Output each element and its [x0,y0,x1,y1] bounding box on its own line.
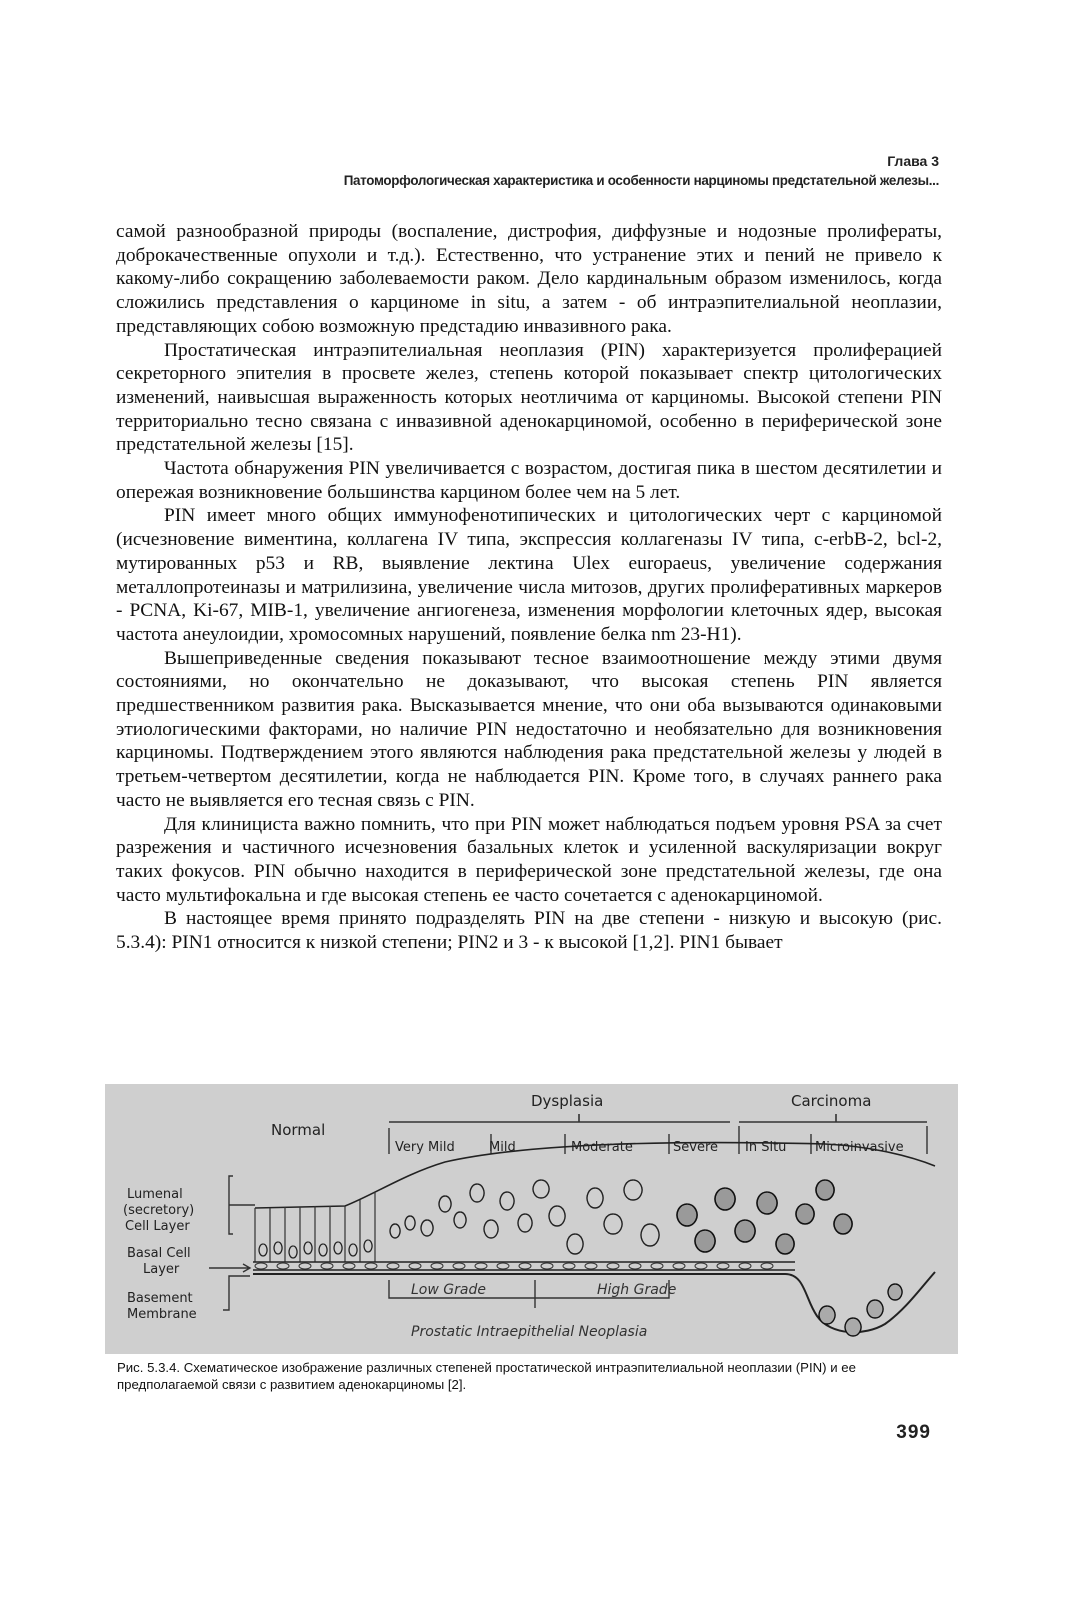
label-lumenal-2: (secretory) [123,1203,195,1218]
running-head [139,152,939,190]
label-severe: Severe [673,1140,718,1155]
label-normal: Normal [271,1121,326,1139]
chapter-title: Патоморфологическая характеристика и особенности нарциномы предстательной железы... [343,173,939,188]
label-basement-2: Membrane [127,1307,197,1322]
paragraph-7: В настоящее время принято подразделять PIN на две степени - низкую и высокую (рис. 5.3.4): PIN1 относится к низкой степени; PIN2 и 3 - к высокой [1,2]. PIN1 бывает [116,908,942,954]
label-carcinoma: Carcinoma [791,1092,872,1110]
label-lumenal-3: Cell Layer [125,1219,190,1234]
paragraph-3: Частота обнаружения PIN увеличивается с возрастом, достигая пика в шестом десятилетии и опережая возникновение большинства карцином более чем на 5 лет. [116,458,942,503]
basement-pointer [223,1276,250,1310]
paragraph-2: Простатическая интраэпителиальная неоплазия (PIN) характеризуется пролиферацией секреторного эпителия в просвете желез, степень которой показывает спектр цитологических изменений, наивысшая выраженность которых неотличима от карциномы. Высокой степени PIN территориально тесно связана с инвазивной аденокарциномой, особенно в периферической зоне предстательной железы [15]. [116,339,942,456]
pin-schematic-figure [105,1084,958,1354]
chapter-label: Глава 3 [887,153,939,169]
label-low-grade: Low Grade [411,1282,486,1298]
label-basal-1: Basal Cell [127,1246,191,1261]
label-mild: Mild [489,1140,516,1155]
dysplastic-nuclei [390,1180,659,1254]
label-very-mild: Very Mild [395,1140,455,1155]
label-basement-1: Basement [127,1291,193,1306]
paragraph-4: PIN имеет много общих иммунофенотипических и цитологических черт с карциномой (исчезновение виментина, коллагена IV типа, экспрессия коллагеназы IV типа, c-erbB-2, bcl-2, мутированных p53 и RB, выявление лектина Ulex europaeus, увеличение содержания металлопротеиназы и матрилизина, увеличение числа митозов, других пролиферативных маркеров - PCNA, Ki-67, MIB-1, увеличение ангиогенеза, изменения морфологии клеточных ядер, высокая частота анеулоидии, хромосомных нарушений, появление белка nm 23-H1). [116,505,942,645]
label-microinvasive: Microinvasive [815,1140,904,1155]
label-moderate: Moderate [571,1140,633,1155]
lumenal-bracket [229,1176,255,1234]
body-text [116,220,942,955]
pin-schematic-drawing [105,1084,958,1354]
paragraph-6: Для клинициста важно помнить, что при PIN может наблюдаться подъем уровня PSA за счет разрежения и частичного исчезновения базальных клеток и усиленной васкуляризации вокруг таких фокусов. PIN обычно находится в периферической зоне предстательной железы, где она часто мультифокальна и где высокая степень ее часто сочетается с аденокарциномой. [116,813,942,906]
label-high-grade: High Grade [597,1282,677,1298]
label-basal-2: Layer [143,1262,180,1277]
label-dysplasia: Dysplasia [531,1092,604,1110]
label-lumenal-1: Lumenal [127,1187,183,1202]
label-in-situ: In Situ [745,1140,787,1155]
page-number: 399 [896,1422,931,1443]
figure-caption: Рис. 5.3.4. Схематическое изображение различных степеней простатической интраэпителиальной неоплазии (PIN) и ее предполагаемой связи с развитием аденокарциномы [2]. [117,1360,856,1392]
paragraph-1: самой разнообразной природы (воспаление, дистрофия, диффузные и нодозные пролифераты, доброкачественные опухоли и т.д.). Естественно, что устранение этих и пений не привело к какому-либо сокращению заболеваемости раком. Дело кардинальным образом изменилось, когда сложились представления о карциноме in situ, а затем - об интраэпителиальной неоплазии, представляющих собою возможную предстадию инвазивного рака. [116,221,942,337]
dysplasia-bracket [389,1114,730,1122]
basal-pointer [209,1264,250,1272]
label-pin: Prostatic Intraepithelial Neoplasia [411,1324,648,1340]
carcinoma-nuclei [677,1180,852,1254]
basal-cells [255,1263,773,1269]
carcinoma-bracket [739,1114,927,1122]
paragraph-5: Вышеприведенные сведения показывают тесное взаимоотношение между этими двумя состояниями, но окончательно не доказывают, что высокая степень PIN является предшественником развития рака. Высказывается мнение, что они оба вызываются одинаковыми этиологическими факторами, но наличие PIN недостаточно и необязательно для возникновения карциномы. Подтверждением этого являются наблюдения рака предстательной железы у людей в третьем-четвертом десятилетии, когда не наблюдается PIN. Кроме того, в случаях раннего рака часто не выявляется его тесная связь с PIN. [116,647,942,811]
